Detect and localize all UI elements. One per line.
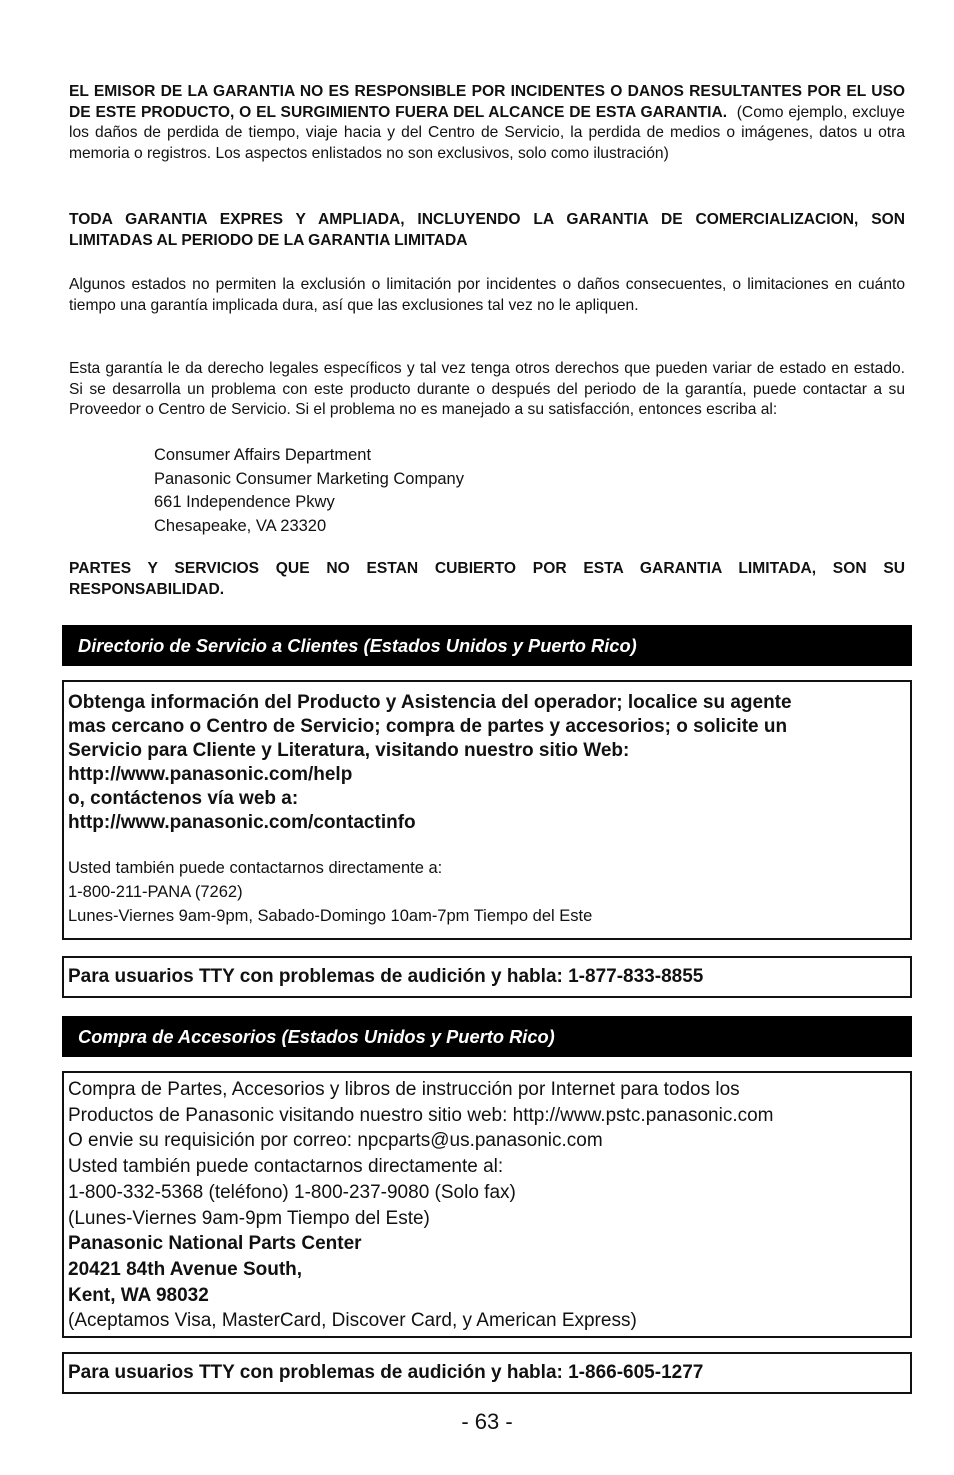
help-url-link[interactable]: http://www.panasonic.com/help	[68, 764, 353, 785]
address-line: Chesapeake, VA 23320	[154, 516, 327, 535]
state-exclusion-paragraph: Algunos estados no permiten la exclusión o limitación por incidentes o daños consecuentes, o limitaciones en cuánto tiempo una garantía implicada dura, así que las exclusiones tal vez no le apliquen.	[69, 276, 905, 314]
service-info-line: Servicio para Cliente y Literatura, visitando nuestro sitio Web:	[68, 740, 630, 761]
phone-number: 1-800-211-PANA (7262)	[68, 883, 243, 901]
accessories-line: O envie su requisición por correo: npcparts@us.panasonic.com	[68, 1130, 603, 1152]
service-info-line: o, contáctenos vía web a:	[68, 788, 299, 809]
address-line: Panasonic Consumer Marketing Company	[154, 469, 464, 488]
service-hours: Lunes-Viernes 9am-9pm, Sabado-Domingo 10am-7pm Tiempo del Este	[68, 907, 593, 925]
parts-center-street: 20421 84th Avenue South,	[68, 1258, 303, 1280]
disclaimer-paragraph	[69, 82, 905, 164]
parts-center-name: Panasonic National Parts Center	[68, 1233, 362, 1255]
customer-service-header: Directorio de Servicio a Clientes (Estados Unidos y Puerto Rico)	[62, 625, 912, 666]
accessories-header: Compra de Accesorios (Estados Unidos y Puerto Rico)	[62, 1016, 912, 1057]
parts-center-city: Kent, WA 98032	[68, 1284, 209, 1306]
tty-box-service: Para usuarios TTY con problemas de audición y habla: 1-877-833-8855	[62, 956, 912, 998]
mailing-address	[154, 444, 464, 538]
accessories-line: Compra de Partes, Accesorios y libros de instrucción por Internet para todos los	[68, 1079, 740, 1100]
accessories-line: Usted también puede contactarnos directamente al:	[68, 1156, 504, 1178]
service-info-line: mas cercano o Centro de Servicio; compra de partes y accesorios; o solicite un	[68, 716, 788, 737]
accessories-hours-line: (Lunes-Viernes 9am-9pm Tiempo del Este)	[68, 1207, 430, 1229]
payment-methods: (Aceptamos Visa, MasterCard, Discover Card, y American Express)	[68, 1310, 637, 1332]
responsibility-paragraph: PARTES Y SERVICIOS QUE NO ESTAN CUBIERTO POR ESTA GARANTIA LIMITADA, SON SU RESPONSABILIDAD.	[69, 560, 905, 598]
tty-box-accessories: Para usuarios TTY con problemas de audición y habla: 1-866-605-1277	[62, 1352, 912, 1394]
service-info-line: Obtenga información del Producto y Asistencia del operador; localice su agente	[68, 692, 792, 713]
page-number: - 63 -	[461, 1409, 513, 1434]
contactinfo-url-link[interactable]: http://www.panasonic.com/contactinfo	[68, 812, 416, 833]
legal-rights-paragraph: Esta garantía le da derecho legales específicos y tal vez tenga otros derechos que pueden variar de estado en estado. Si se desarrolla un problema con este producto durante o después del periodo de la garantía, puede contactar a su Proveedor o Centro de Servicio. Si el problema no es manejado a su satisfacción, entonces escriba al:	[69, 360, 905, 418]
disclaimer-text: (Como ejemplo, excluye los daños de perdida de tiempo, viaje hacia y del Centro de Servicio, la perdida de medios o imágenes, datos u otra memoria o registros. Los aspectos enlistados no son exclusivos, solo como ilustración)	[69, 103, 905, 162]
customer-service-box	[62, 680, 912, 940]
address-line: Consumer Affairs Department	[154, 446, 372, 464]
accessories-phone-line: 1-800-332-5368 (teléfono) 1-800-237-9080 (Solo fax)	[68, 1181, 516, 1203]
disclaimer-bold: EL EMISOR DE LA GARANTIA NO ES RESPONSIBLE POR INCIDENTES O DANOS RESULTANTES POR EL USO DE ESTE PRODUCTO, O EL SURGIMIENTO FUERA DEL ALCANCE DE ESTA GARANTIA.	[69, 83, 905, 121]
address-line: 661 Independence Pkwy	[154, 493, 335, 511]
contact-line: Usted también puede contactarnos directamente a:	[68, 859, 443, 877]
accessories-line: Productos de Panasonic visitando nuestro sitio web: http://www.pstc.panasonic.com	[68, 1104, 774, 1126]
warranty-limit-paragraph: TODA GARANTIA EXPRES Y AMPLIADA, INCLUYENDO LA GARANTIA DE COMERCIALIZACION, SON LIMITADAS AL PERIODO DE LA GARANTIA LIMITADA	[69, 211, 905, 249]
accessories-box	[62, 1071, 912, 1338]
